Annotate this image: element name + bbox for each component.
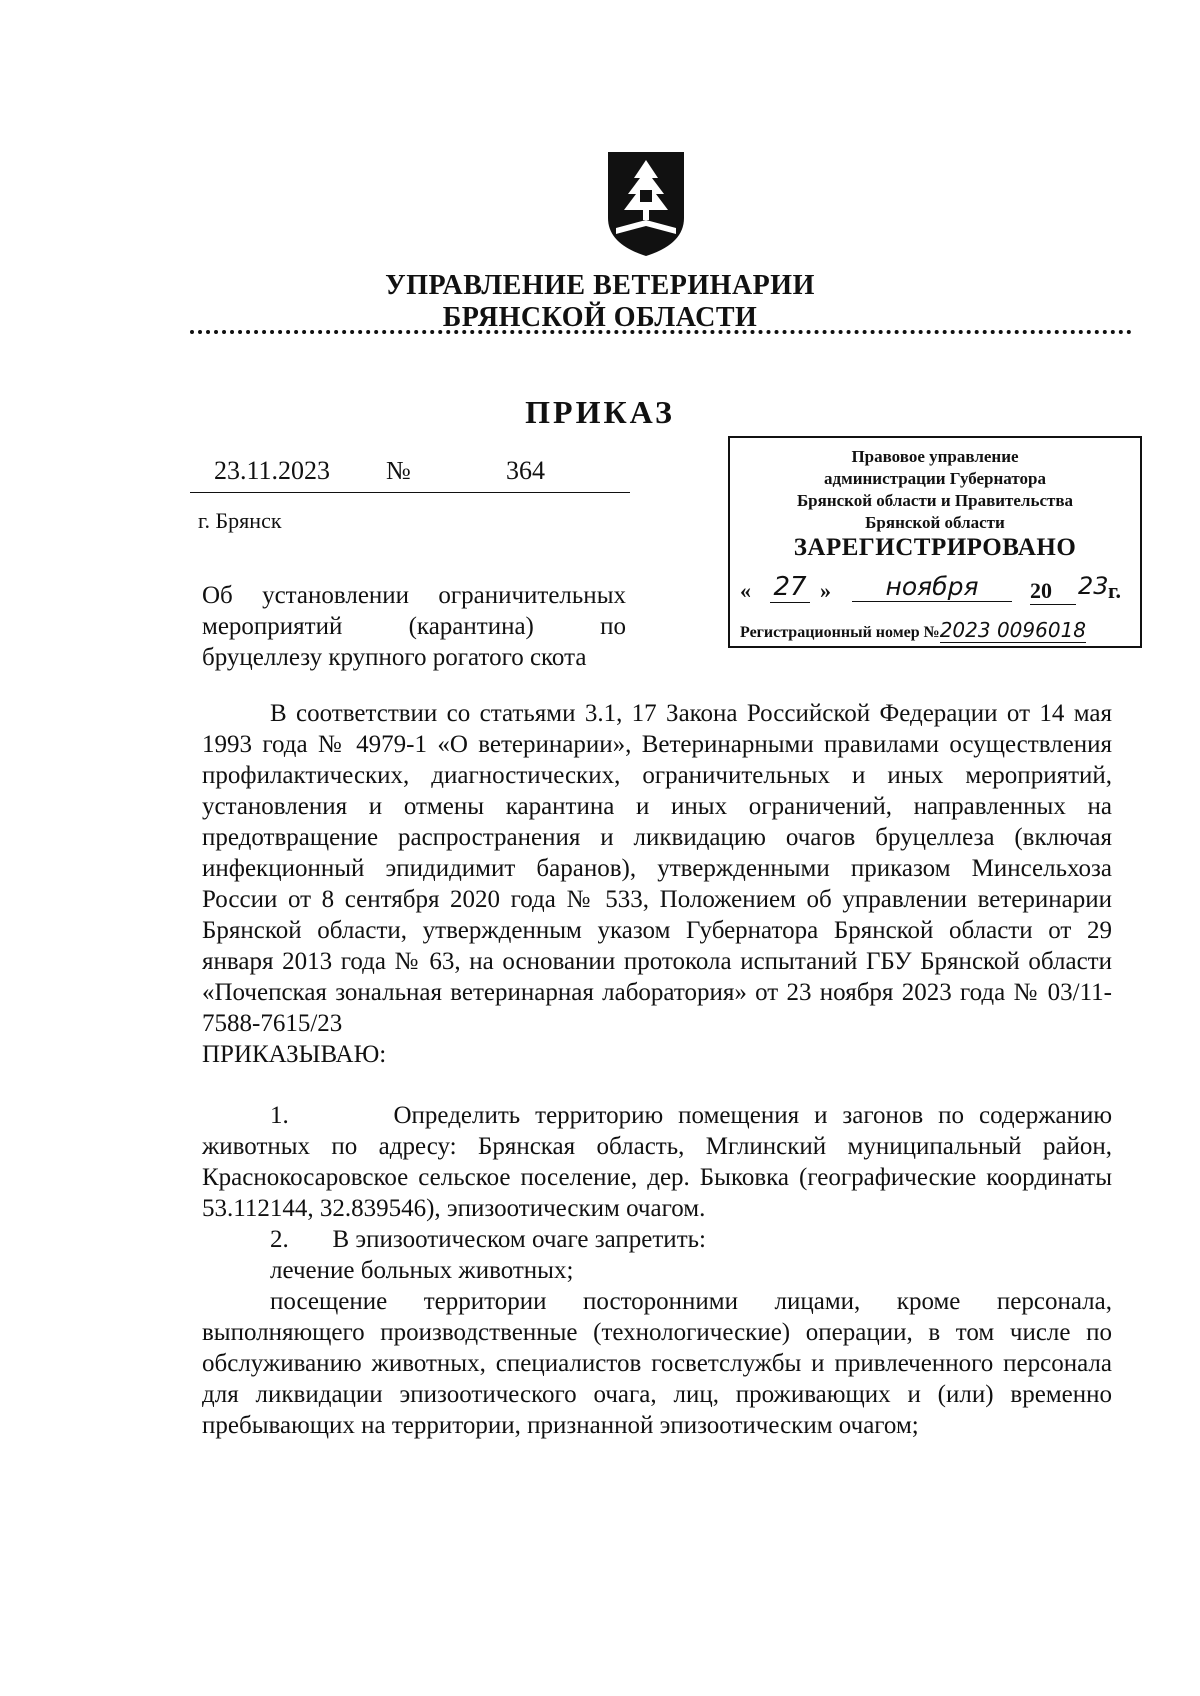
- subject-line2: мероприятий (карантина) по: [202, 613, 626, 640]
- document-date: 23.11.2023: [214, 456, 331, 485]
- date-number-line: [190, 456, 630, 493]
- stamp-reg-label: Регистрационный номер №: [740, 624, 940, 641]
- stamp-line4: Брянской области: [865, 513, 1005, 532]
- organization-name-line2: БРЯНСКОЙ ОБЛАСТИ: [442, 302, 758, 333]
- stamp-line1: Правовое управление: [851, 447, 1019, 466]
- stamp-date-row: [740, 572, 1130, 606]
- stamp-reg-number-handwritten: 2023 0096018: [939, 618, 1087, 642]
- item2-text: В эпизоотическом очаге запретить:: [332, 1226, 706, 1253]
- coat-of-arms-icon: [604, 148, 688, 260]
- city: г. Брянск: [198, 508, 282, 533]
- stamp-year-mark: г.: [1108, 578, 1122, 603]
- header-divider: [190, 330, 1132, 334]
- stamp-line3: Брянской области и Правительства: [796, 491, 1074, 510]
- stamp-line2: администрации Губернатора: [824, 469, 1046, 488]
- item2-point-a: лечение больных животных;: [270, 1257, 574, 1284]
- stamp-month-handwritten: ноября: [852, 572, 1012, 602]
- item2-point-b: посещение территории посторонними лицами, кроме персонала, выполняющего производственные (технологические) операции, в том числе по обслуживанию животных, специалистов госветслужбы и привлеченного персонала для ликвидации эпизоотического очага, лиц, проживающих и (или) временно пребывающих на территории, признанной эпизоотическим очагом;: [202, 1288, 1112, 1439]
- organization-name-line1: УПРАВЛЕНИЕ ВЕТЕРИНАРИИ: [385, 270, 815, 301]
- order-item-1: [202, 1100, 1112, 1224]
- document-body: [202, 698, 1112, 1441]
- stamp-open-quote: «: [740, 578, 751, 603]
- subject-line3: бруцеллезу крупного рогатого скота: [202, 644, 587, 671]
- document-title: ПРИКАЗ: [525, 394, 675, 430]
- preamble-paragraph: В соответствии со статьями 3.1, 17 Закона Российской Федерации от 14 мая 1993 года № 4979-1 «О ветеринарии», Ветеринарными правилами осуществления профилактических, диагностических, ограничительных и иных мероприятий, установления и отмены карантина и иных ограничений, направленных на предотвращение распространения и ликвидацию очагов бруцеллеза (включая инфекционный эпидидимит баранов), утвержденными приказом Минсельхоза России от 8 сентября 2020 года № 533, Положением об управлении ветеринарии Брянской области, утвержденным указом Губернатора Брянской области от 29 января 2013 года № 63, на основании протокола испытаний ГБУ Брянской области «Почепская зональная ветеринарная лаборатория» от 23 ноября 2023 года № 03/11-7588-7615/23: [202, 700, 1112, 1037]
- stamp-year-handwritten: 23: [1078, 572, 1109, 600]
- stamp-authority: [730, 446, 1140, 534]
- number-label: №: [386, 456, 411, 485]
- stamp-registration-number-row: [740, 618, 1134, 642]
- registration-stamp: [728, 436, 1142, 648]
- document-subject: [202, 580, 626, 673]
- subject-line1: Об установлении ограничительных: [202, 582, 626, 609]
- item2-number: 2.: [270, 1226, 289, 1253]
- stamp-close-quote: »: [820, 578, 831, 603]
- order-word: ПРИКАЗЫВАЮ:: [202, 1041, 387, 1068]
- item1-text: Определить территорию помещения и загонов по содержанию животных по адресу: Брянская область, Мглинский муниципальный район, Краснокосаровское сельское поселение, дер. Быковка (географические координаты 53.112144, 32.839546), эпизоотическим очагом.: [202, 1102, 1112, 1222]
- order-item-2: [202, 1224, 1112, 1255]
- stamp-day-handwritten: 27: [770, 572, 810, 603]
- stamp-year-prefix: 20: [1030, 578, 1076, 605]
- document-number: 364: [506, 456, 545, 485]
- item1-number: 1.: [270, 1102, 289, 1129]
- stamp-registered: ЗАРЕГИСТРИРОВАНО: [793, 534, 1077, 561]
